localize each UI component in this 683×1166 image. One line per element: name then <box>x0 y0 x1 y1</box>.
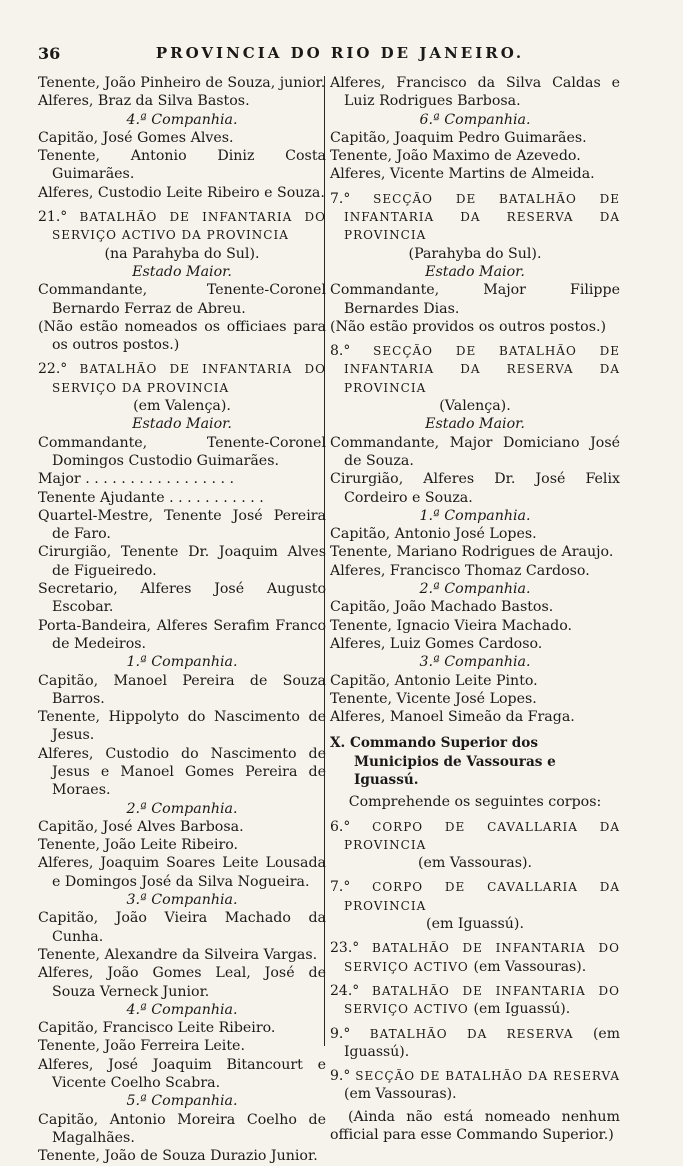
entry: Capitão, José Alves Barbosa. <box>38 818 244 835</box>
battalion-heading <box>38 360 326 397</box>
page-header <box>38 44 642 68</box>
entry: Alferes, Francisco Thomaz Cardoso. <box>330 562 590 579</box>
commando-intro: Comprehende os seguintes corpos: <box>348 794 602 811</box>
unit-name: BATALHÃO DE INFANTARIA DO SERVIÇO ACTIVO <box>344 941 620 974</box>
entry: Tenente, Vicente José Lopes. <box>330 690 537 707</box>
section-heading <box>330 342 620 397</box>
entry: Tenente, Ignacio Vieira Machado. <box>330 617 572 634</box>
entry: Alferes, Luiz Gomes Cardoso. <box>330 635 543 652</box>
entry: Alferes, José Joaquim Bitancourt e Vicente Coelho Scabra. <box>38 1056 326 1092</box>
entry: Cirurgião, Alferes Dr. José Felix Cordeiro e Souza. <box>330 471 620 506</box>
battalion-heading <box>38 208 326 245</box>
entry: Tenente, João de Souza Durazio Junior. <box>38 1148 318 1165</box>
unit-entry <box>330 982 620 1019</box>
entry: Tenente, Antonio Diniz Costa Guimarães. <box>38 148 326 183</box>
unit-name: SECÇÃO DE BATALHÃO DA RESERVA <box>355 1069 620 1084</box>
unit-number: 23.° <box>330 940 360 957</box>
unit-entry <box>330 878 620 915</box>
company-heading: 2.ª Companhia. <box>419 581 531 598</box>
unit-number: 6.° <box>330 818 351 835</box>
company-heading: 1.ª Companhia. <box>126 654 238 671</box>
entry: Tenente, João Pinheiro de Souza, junior. <box>38 75 326 91</box>
entry: Alferes, Joaquim Soares Leite Lousada e Domingos José da Silva Nogueira. <box>38 855 326 890</box>
battalion-location: (em Valença). <box>133 398 231 415</box>
entry: Commandante, Tenente-Coronel Domingos Custodio Guimarães. <box>38 434 326 469</box>
unit-entry <box>330 939 620 976</box>
page-number: 36 <box>38 44 61 63</box>
unit-location: (em Iguassú). <box>344 1025 620 1060</box>
battalion-title: BATALHÃO DE INFANTARIA DO SERVIÇO ACTIVO DA PROVINCIA <box>52 210 326 243</box>
staff-heading: Estado Maior. <box>425 416 525 433</box>
battalion-title: BATALHÃO DE INFANTARIA DO SERVIÇO DA PROVINCIA <box>52 362 326 395</box>
unit-number: 24.° <box>330 982 360 999</box>
section-number: 7.° <box>330 190 351 207</box>
unit-location: (em Iguassú). <box>473 1001 571 1018</box>
company-heading: 1.ª Companhia. <box>419 507 531 524</box>
company-heading: 4.ª Companhia. <box>126 1001 238 1018</box>
battalion-number: 22.° <box>38 361 68 378</box>
unit-name: CORPO DE CAVALLARIA DA PROVINCIA <box>344 880 620 913</box>
entry: Commandante, Major Domiciano José de Souza. <box>330 434 620 469</box>
entry: Alferes, Vicente Martins de Almeida. <box>330 166 595 183</box>
section-title: SECÇÃO DE BATALHÃO DE INFANTARIA DA RESERVA DA PROVINCIA <box>344 344 620 395</box>
entry: Alferes, Francisco da Silva Caldas e Luiz Rodrigues Barbosa. <box>330 75 620 110</box>
unit-entry <box>330 818 620 855</box>
entry: Capitão, João Machado Bastos. <box>330 599 554 616</box>
unit-name: CORPO DE CAVALLARIA DA PROVINCIA <box>344 819 620 852</box>
entry: Tenente, João Maximo de Azevedo. <box>330 148 581 165</box>
section-number: 8.° <box>330 343 351 360</box>
entry: Tenente, Hippolyto do Nascimento de Jesus. <box>38 709 326 744</box>
battalion-number: 21.° <box>38 209 68 226</box>
entry: Alferes, Custodio do Nascimento de Jesus e Manoel Gomes Pereira de Moraes. <box>38 745 326 799</box>
unit-name: BATALHÃO DE INFANTARIA DO SERVIÇO ACTIVO <box>344 983 620 1017</box>
entry: Capitão, Francisco Leite Ribeiro. <box>38 1020 276 1037</box>
staff-heading: Estado Maior. <box>132 263 232 280</box>
staff-heading: Estado Maior. <box>132 416 232 433</box>
entry: Capitão, Joaquim Pedro Guimarães. <box>330 129 587 146</box>
entry: Porta-Bandeira, Alferes Serafim Franco de Medeiros. <box>38 617 326 652</box>
entry: Alferes, Braz da Silva Bastos. <box>38 93 250 110</box>
section-location: (Parahyba do Sul). <box>408 245 542 262</box>
entry: Tenente Ajudante . . . . . . . . . . . <box>38 489 264 506</box>
entry: Tenente, Alexandre da Silveira Vargas. <box>38 946 318 963</box>
battalion-location: (na Parahyba do Sul). <box>104 245 260 262</box>
entry: Quartel-Mestre, Tenente José Pereira de Faro. <box>38 507 326 543</box>
entry: Capitão, Antonio Leite Pinto. <box>330 672 538 689</box>
right-column <box>330 74 620 1144</box>
entry: (Não estão nomeados os officiaes para os outros postos.) <box>38 318 326 354</box>
unit-number: 9.° <box>330 1025 351 1042</box>
entry: Capitão, João Vieira Machado da Cunha. <box>38 910 326 945</box>
unit-entry <box>330 1067 620 1104</box>
unit-number: 7.° <box>330 879 351 896</box>
unit-entry <box>330 1025 620 1062</box>
entry: Commandante, Major Filippe Bernardes Dias. <box>330 282 620 317</box>
entry: Tenente, Mariano Rodrigues de Araujo. <box>330 544 614 561</box>
entry: Cirurgião, Tenente Dr. Joaquim Alves de Figueiredo. <box>38 544 326 579</box>
section-heading <box>330 190 620 245</box>
company-heading: 2.ª Companhia. <box>126 800 238 817</box>
unit-name: BATALHÃO DA RESERVA <box>369 1026 574 1041</box>
company-heading: 3.ª Companhia. <box>126 892 238 909</box>
company-heading: 5.ª Companhia. <box>126 1093 238 1110</box>
unit-location: (em Iguassú). <box>426 916 524 933</box>
entry: (Não estão providos os outros postos.) <box>330 318 607 335</box>
entry: Alferes, João Gomes Leal, José de Souza Verneck Junior. <box>38 965 326 1000</box>
staff-heading: Estado Maior. <box>425 263 525 280</box>
company-heading: 6.ª Companhia. <box>419 111 531 128</box>
section-title: SECÇÃO DE BATALHÃO DE INFANTARIA DA RESERVA DA PROVINCIA <box>344 191 620 243</box>
unit-location: (em Vassouras). <box>417 855 533 872</box>
entry: Major . . . . . . . . . . . . . . . . . <box>38 471 235 488</box>
entry: Capitão, Manoel Pereira de Souza Barros. <box>38 672 326 707</box>
unit-location: (em Vassouras). <box>473 958 587 975</box>
entry: Tenente, João Leite Ribeiro. <box>38 837 239 854</box>
running-head: PROVINCIA DO RIO DE JANEIRO. <box>155 44 525 62</box>
section-location: (Valença). <box>439 398 511 415</box>
company-heading: 3.ª Companhia. <box>419 654 531 671</box>
entry: Alferes, Custodio Leite Ribeiro e Souza. <box>38 184 325 201</box>
entry: Capitão, Antonio Moreira Coelho de Magalhães. <box>38 1111 326 1146</box>
commando-note: (Ainda não está nomeado nenhum official para esse Commando Superior.) <box>330 1108 620 1144</box>
entry: Alferes, Manoel Simeão da Fraga. <box>330 709 575 726</box>
unit-number: 9.° <box>330 1068 351 1085</box>
entry: Capitão, José Gomes Alves. <box>38 129 234 146</box>
company-heading: 4.ª Companhia. <box>126 111 238 128</box>
entry: Commandante, Tenente-Coronel Bernardo Ferraz de Abreu. <box>38 282 326 317</box>
entry: Secretario, Alferes José Augusto Escobar. <box>38 581 326 616</box>
entry: Tenente, João Ferreira Leite. <box>38 1038 245 1055</box>
unit-location: (em Vassouras). <box>344 1086 457 1103</box>
left-column <box>38 74 326 1166</box>
commando-heading: X. Commando Superior dos Municipios de Vassouras e Iguassú. <box>330 735 556 788</box>
entry: Capitão, Antonio José Lopes. <box>330 526 537 543</box>
